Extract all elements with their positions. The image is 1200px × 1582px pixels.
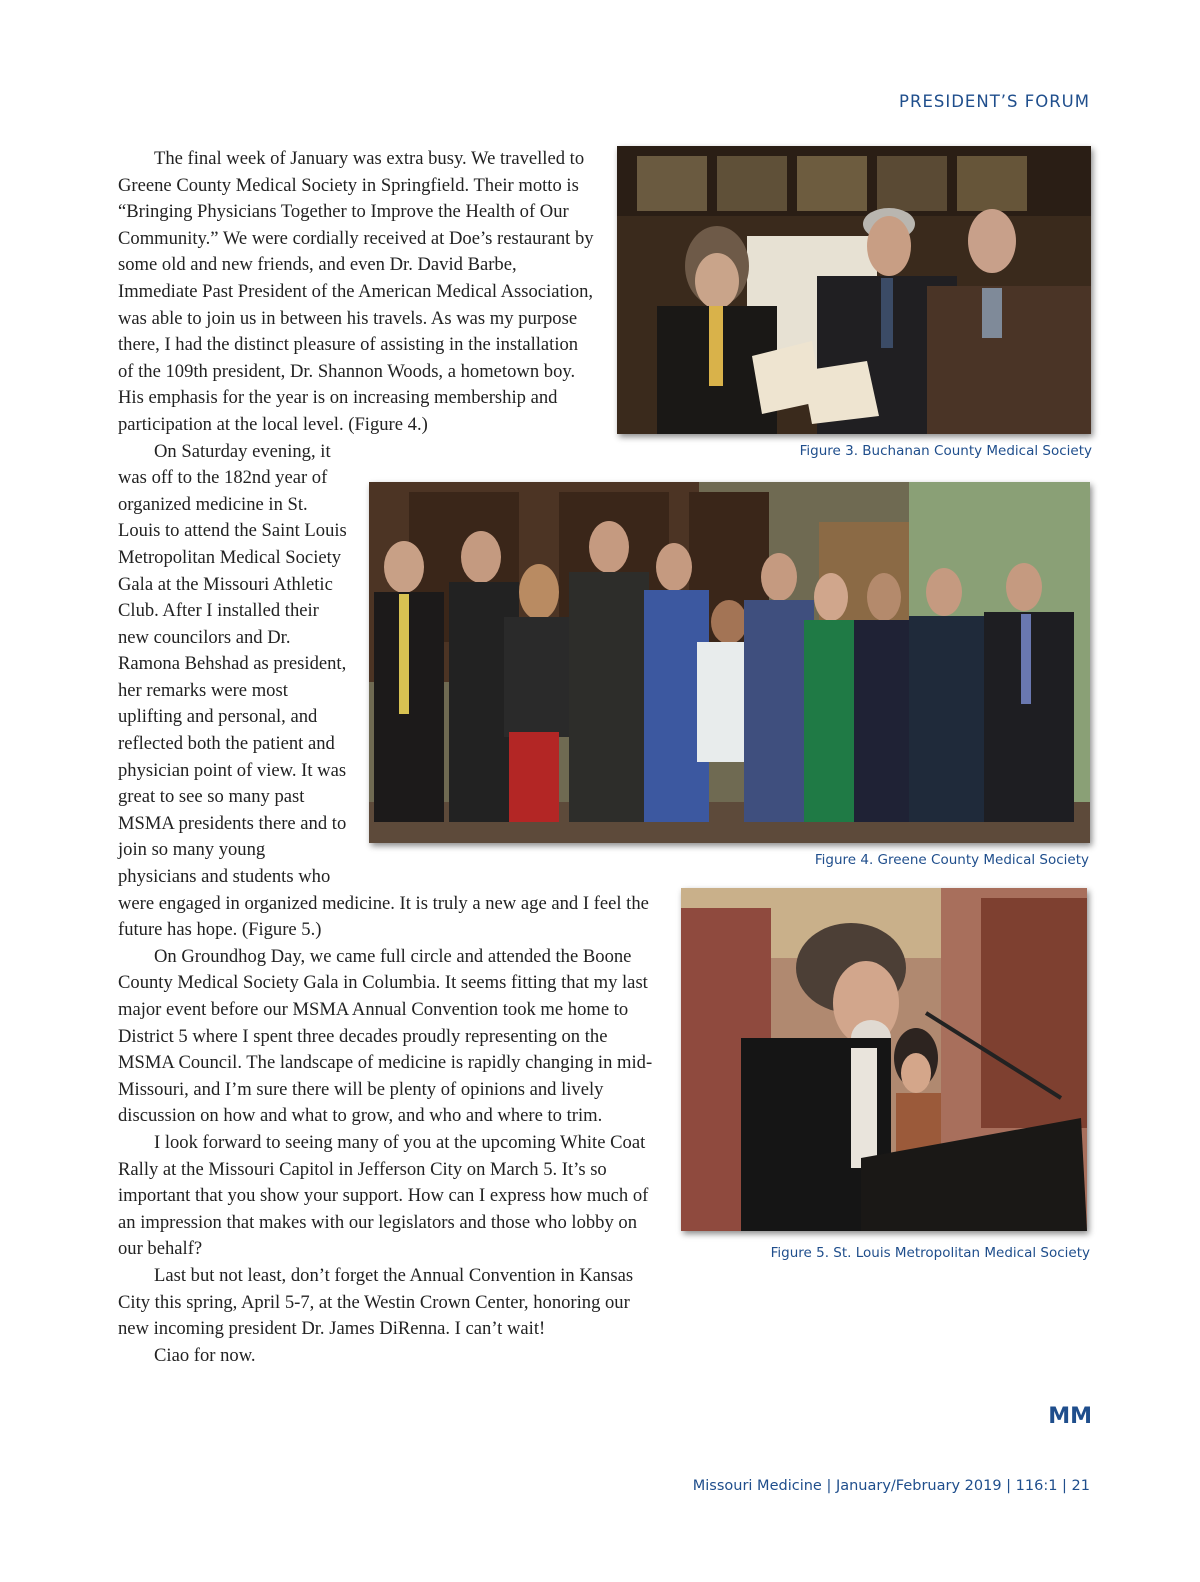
paragraph-4: I look forward to seeing many of you at the upcoming White Coat Rally at the Missouri Capitol in Jefferson City on March 5. It’s so important that you show your support. How can I express how much of an impression that makes with our legislators and those who lobby on our behalf? (118, 1131, 649, 1260)
section-header: PRESIDENT’S FORUM (899, 92, 1090, 111)
figure-4-caption: Figure 4. Greene County Medical Society (814, 852, 1089, 868)
mm-logo: MM (1048, 1404, 1092, 1429)
figure-3-photo (617, 146, 1091, 434)
paragraph-6: Ciao for now. (154, 1344, 256, 1366)
paragraph-5: Last but not least, don’t forget the Annual Convention in Kansas City this spring, April 5-7, at the Westin Crown Center, honoring our new incoming president Dr. James DiRenna. I can’t wait! (118, 1264, 634, 1340)
paragraph-3: On Groundhog Day, we came full circle and attended the Boone County Medical Society Gala in Columbia. It seems fitting that my last major event before our MSMA Annual Convention took me home to District 5 where I spent three decades proudly representing on the MSMA Council. The landscape of medicine is rapidly changing in mid-Missouri, and I’m sure there will be plenty of opinions and lively discussion on how and what to grow, and who and where to trim. (118, 945, 653, 1127)
paragraph-2: On Saturday evening, it was off to the 182nd year of organized medicine in St. Louis to attend the Saint Louis Metropolitan Medical Society Gala at the Missouri Athletic Club. After I installed their new councilors and Dr. Ramona Behshad as president, her remarks were most uplifting and personal, and reflected both the patient and physician point of view. It was great to see so many past MSMA presidents there and to join so many young physicians and students who were engaged in organized medicine. It is truly a new age and I feel the future has hope. (Figure 5.) (118, 440, 649, 941)
figure-4-photo (369, 482, 1090, 843)
paragraph-1: The final week of January was extra busy. We travelled to Greene County Medical Society in Springfield. Their motto is “Bringing Physicians Together to Improve the Health of Our Community.” We were cordially received at Doe’s restaurant by some old and new friends, and even Dr. David Barbe, Immediate Past President of the American Medical Association, was able to join us in between his travels. As was my purpose there, I had the distinct pleasure of assisting in the installation of the 109th president, Dr. Shannon Woods, a hometown boy. His emphasis for the year is on increasing membership and participation at the local level. (Figure 4.) (118, 148, 594, 435)
figure-3-caption: Figure 3. Buchanan County Medical Society (799, 443, 1092, 459)
page-footer: Missouri Medicine | January/February 2019 | 116:1 | 21 (692, 1478, 1090, 1494)
figure-5-photo (681, 888, 1087, 1231)
figure-5-caption: Figure 5. St. Louis Metropolitan Medical Society (770, 1245, 1090, 1261)
